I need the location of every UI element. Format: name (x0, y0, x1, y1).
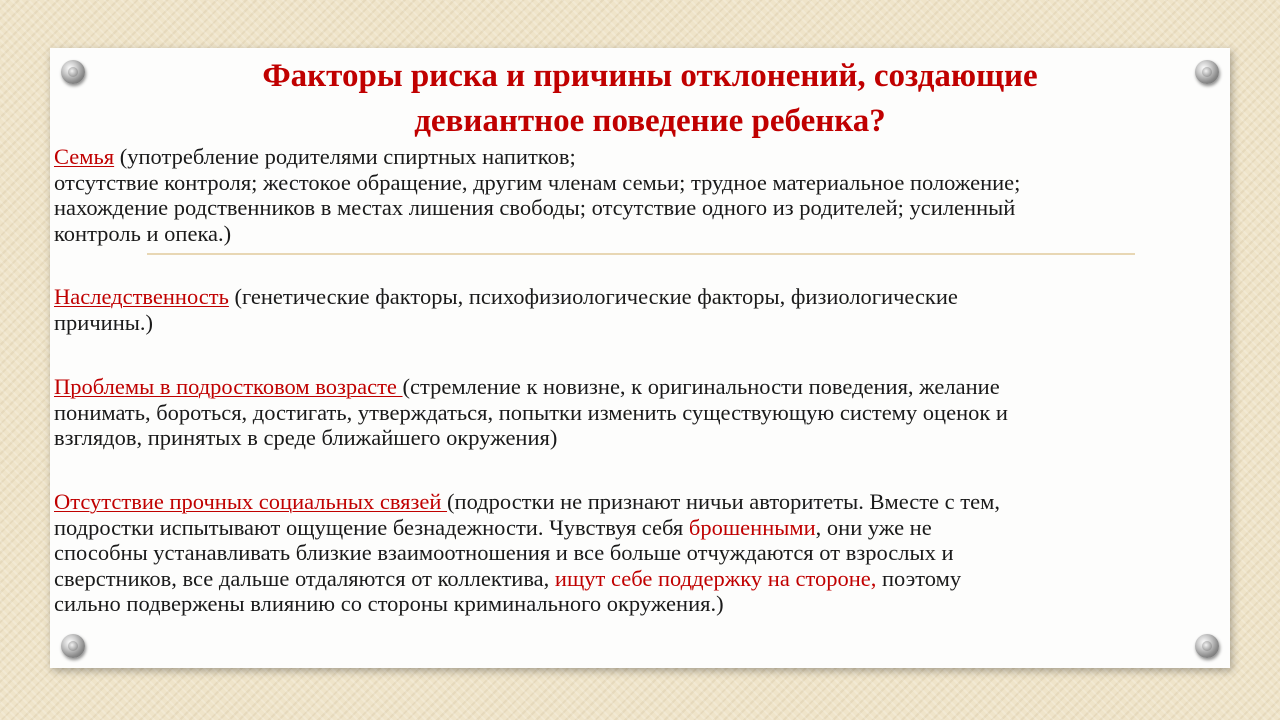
slide-title (150, 54, 1150, 144)
social-text-line-4a: сверстников, все дальше отдаляются от коллектива, (54, 565, 555, 591)
paragraph-family (54, 144, 1214, 246)
social-highlight-abandoned: брошенными (688, 514, 816, 540)
heredity-text-line-1: (генетические факторы, психофизиологические факторы, физиологические (228, 284, 958, 309)
heredity-text-line-2: причины.) (54, 309, 153, 335)
pushpin-icon (61, 60, 85, 84)
paragraph-heredity (54, 284, 1214, 335)
adolescence-text-line-2: понимать, бороться, достигать, утверждаться, попытки изменить существующую систему оценок и (54, 399, 1008, 425)
pushpin-icon (1195, 60, 1219, 84)
adolescence-text-line-3: взглядов, принятых в среде ближайшего окружения) (54, 425, 558, 450)
social-heading: Отсутствие прочных социальных связей (54, 489, 448, 514)
social-text-line-4b: поэтому (876, 565, 962, 591)
family-heading: Семья (54, 144, 115, 169)
paragraph-social (54, 489, 1214, 617)
family-text-line-3: нахождение родственников в местах лишения свободы; отсутствие одного из родителей; усиленный (54, 195, 1016, 220)
slide-title-line-2: девиантное поведение ребенка? (414, 103, 886, 139)
social-highlight-support: ищут себе поддержку на стороне, (554, 565, 877, 591)
social-text-line-2a: подростки испытывают ощущение безнадежности. Чувствуя себя (54, 514, 689, 540)
social-text-line-5: сильно подвержены влиянию со стороны криминального окружения.) (54, 591, 724, 616)
slide-title-line-1: Факторы риска и причины отклонений, создающие (262, 58, 1038, 94)
divider (147, 253, 1135, 255)
pushpin-icon (61, 634, 85, 658)
social-text-line-3: способны устанавливать близкие взаимоотношения и все больше отчуждаются от взрослых и (54, 540, 954, 565)
family-text-line-4: контроль и опека.) (54, 220, 232, 246)
family-text-line-2: отсутствие контроля; жестокое обращение, другим членам семьи; трудное материальное положение; (54, 169, 1021, 195)
family-text-line-1: (употребление родителями спиртных напитков; (114, 144, 576, 169)
adolescence-heading: Проблемы в подростковом возрасте (54, 374, 403, 399)
paragraph-adolescence (54, 374, 1214, 451)
social-text-line-1: (подростки не признают ничьи авторитеты. Вместе с тем, (447, 489, 1000, 514)
adolescence-text-line-1: (стремление к новизне, к оригинальности поведения, желание (402, 374, 1000, 399)
heredity-heading: Наследственность (54, 284, 229, 309)
pushpin-icon (1195, 634, 1219, 658)
social-text-line-2b: , они уже не (815, 514, 932, 540)
